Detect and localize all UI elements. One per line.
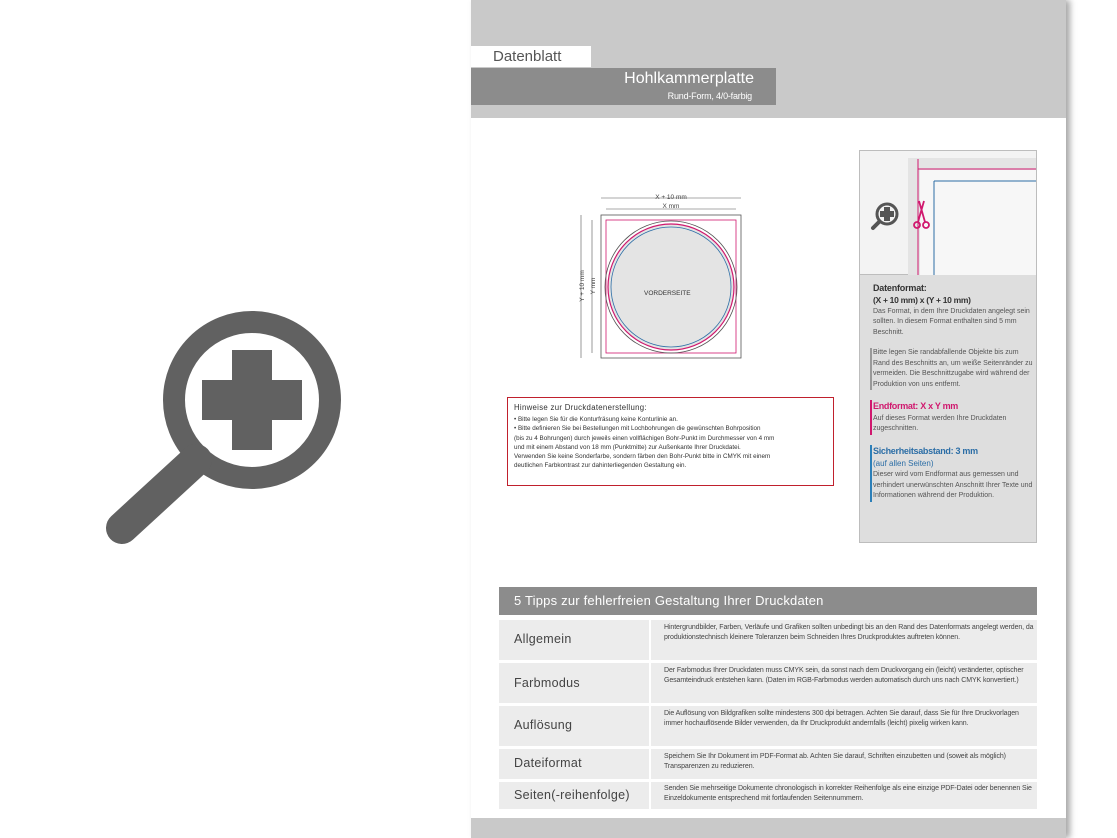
product-subtitle: Rund-Form, 4/0-farbig <box>667 91 752 101</box>
tip-text: Senden Sie mehrseitige Dokumente chronologisch in korrekter Reihenfolge als eine einzige PDF-Datei oder benennen Sie Einzeldokumente entsprechend mit fortlaufenden Seitennummern. <box>664 785 1032 803</box>
bleed-preview-graphic <box>860 151 1036 275</box>
tip-row-resolution <box>499 706 1037 746</box>
tip-label: Allgemein <box>514 632 572 646</box>
data-format-block <box>873 283 1033 338</box>
legend-text <box>873 283 1033 512</box>
data-format-text: Das Format, in dem Ihre Druckdaten angelegt sein sollten. In diesem Format enthalten sind 5 mm Beschnitt. <box>873 307 1030 336</box>
end-format-text: Auf dieses Format werden Ihre Druckdaten zugeschnitten. <box>873 414 1007 433</box>
tips-header: 5 Tipps zur fehlerfreien Gestaltung Ihrer Druckdaten <box>499 587 1037 615</box>
tip-divider <box>649 663 651 703</box>
end-format-block <box>870 400 1033 435</box>
bleed-block <box>870 348 1033 390</box>
hint-line: Verwenden Sie keine Sonderfarbe, sondern färben den Bohr-Punkt bitte in CMYK mit einem <box>514 452 771 460</box>
front-side-label: VORDERSEITE <box>644 290 691 297</box>
tip-text: Speichern Sie Ihr Dokument im PDF-Format ab. Achten Sie darauf, Schriften einzubetten und (soweit als möglich) Transparenzen zu reduzieren. <box>664 753 1006 771</box>
safety-margin-title: Sicherheitsabstand: 3 mm <box>873 445 978 456</box>
bleed-preview <box>860 151 1036 275</box>
tip-divider <box>649 706 651 746</box>
tip-row-color-mode <box>499 663 1037 703</box>
zoom-in-icon[interactable] <box>100 300 360 560</box>
page-footer-band <box>471 818 1066 838</box>
tip-divider <box>649 749 651 779</box>
print-hints-box <box>507 397 834 486</box>
tip-label: Auflösung <box>514 718 573 732</box>
bleed-text: Bitte legen Sie randabfallende Objekte bis zum Rand des Beschnitts an, um weiße Seitenränder zu vermeiden. Die Beschnittzugabe wird während der Produktion von uns entfernt. <box>873 349 1033 388</box>
tip-label: Farbmodus <box>514 676 580 690</box>
height-inner-label: Y mm <box>590 277 597 295</box>
tip-row-page-order <box>499 782 1037 809</box>
data-format-value: (X + 10 mm) x (Y + 10 mm) <box>873 294 971 305</box>
tip-row-file-format <box>499 749 1037 779</box>
hint-line: deutlichen Farbkontrast zur dahinterliegenden Gestaltung ein. <box>514 461 687 469</box>
tip-text: Hintergrundbilder, Farben, Verläufe und Grafiken sollten unbedingt bis an den Rand des Datenformats angelegt werden, da produktionstechnisch kleinere Toleranzen beim Schneiden Ihres Druckproduktes auftreten können. <box>664 624 1034 642</box>
tip-row-general <box>499 620 1037 660</box>
zoom-small-icon[interactable] <box>873 204 897 228</box>
height-outer-label: Y + 10 mm <box>579 270 586 302</box>
data-format-title: Datenformat: <box>873 283 927 293</box>
tip-divider <box>649 782 651 809</box>
hint-line: • Bitte legen Sie für die Konturfräsung keine Konturlinie an. <box>514 416 678 424</box>
format-diagram <box>571 188 756 363</box>
safety-margin-block <box>870 445 1033 502</box>
tip-divider <box>649 620 651 660</box>
safety-margin-subtitle: (auf allen Seiten) <box>873 459 934 469</box>
width-outer-label: X + 10 mm <box>655 194 687 201</box>
hint-line: (bis zu 4 Bohrungen) durch jeweils einen vollflächigen Bohr-Punkt im Durchmesser von 4 mm <box>514 434 775 442</box>
datasheet-tab: Datenblatt <box>471 46 591 67</box>
datasheet-page <box>471 0 1066 838</box>
tip-text: Die Auflösung von Bildgrafiken sollte mindestens 300 dpi betragen. Achten Sie darauf, dass Sie für Ihre Druckvorlagen immer hochauflösende Bilder verwenden, da Ihr Druckprodukt andernfalls (leicht) pixelig wirken kann. <box>664 710 1019 728</box>
hint-line: und mit einem Abstand von 18 mm (Punktmitte) zur Außenkante Ihrer Druckdatei. <box>514 443 741 451</box>
hints-title: Hinweise zur Druckdatenerstellung: <box>514 403 647 412</box>
product-title: Hohlkammerplatte <box>624 70 754 87</box>
title-bar <box>471 68 776 105</box>
format-legend-panel <box>859 150 1037 543</box>
cut-circle <box>608 224 734 350</box>
tip-label: Dateiformat <box>514 756 582 770</box>
tip-text: Der Farbmodus Ihrer Druckdaten muss CMYK sein, da sonst nach dem Druckvorgang ein (leicht) veränderter, optischer Gesamteindruck entstehen kann. (Daten im RGB-Farbmodus werden automatisch durch uns nach CMYK konvertiert.) <box>664 667 1024 685</box>
end-format-title: Endformat: X x Y mm <box>873 401 958 412</box>
hint-line: • Bitte definieren Sie bei Bestellungen mit Lochbohrungen die gewünschten Bohrposition <box>514 425 761 433</box>
tip-label: Seiten(-reihenfolge) <box>514 788 630 802</box>
safety-margin-text: Dieser wird vom Endformat aus gemessen und verhindert unerwünschten Anschnitt Ihrer Texte und Informationen während der Produktion. <box>873 471 1033 500</box>
width-inner-label: X mm <box>662 203 680 210</box>
